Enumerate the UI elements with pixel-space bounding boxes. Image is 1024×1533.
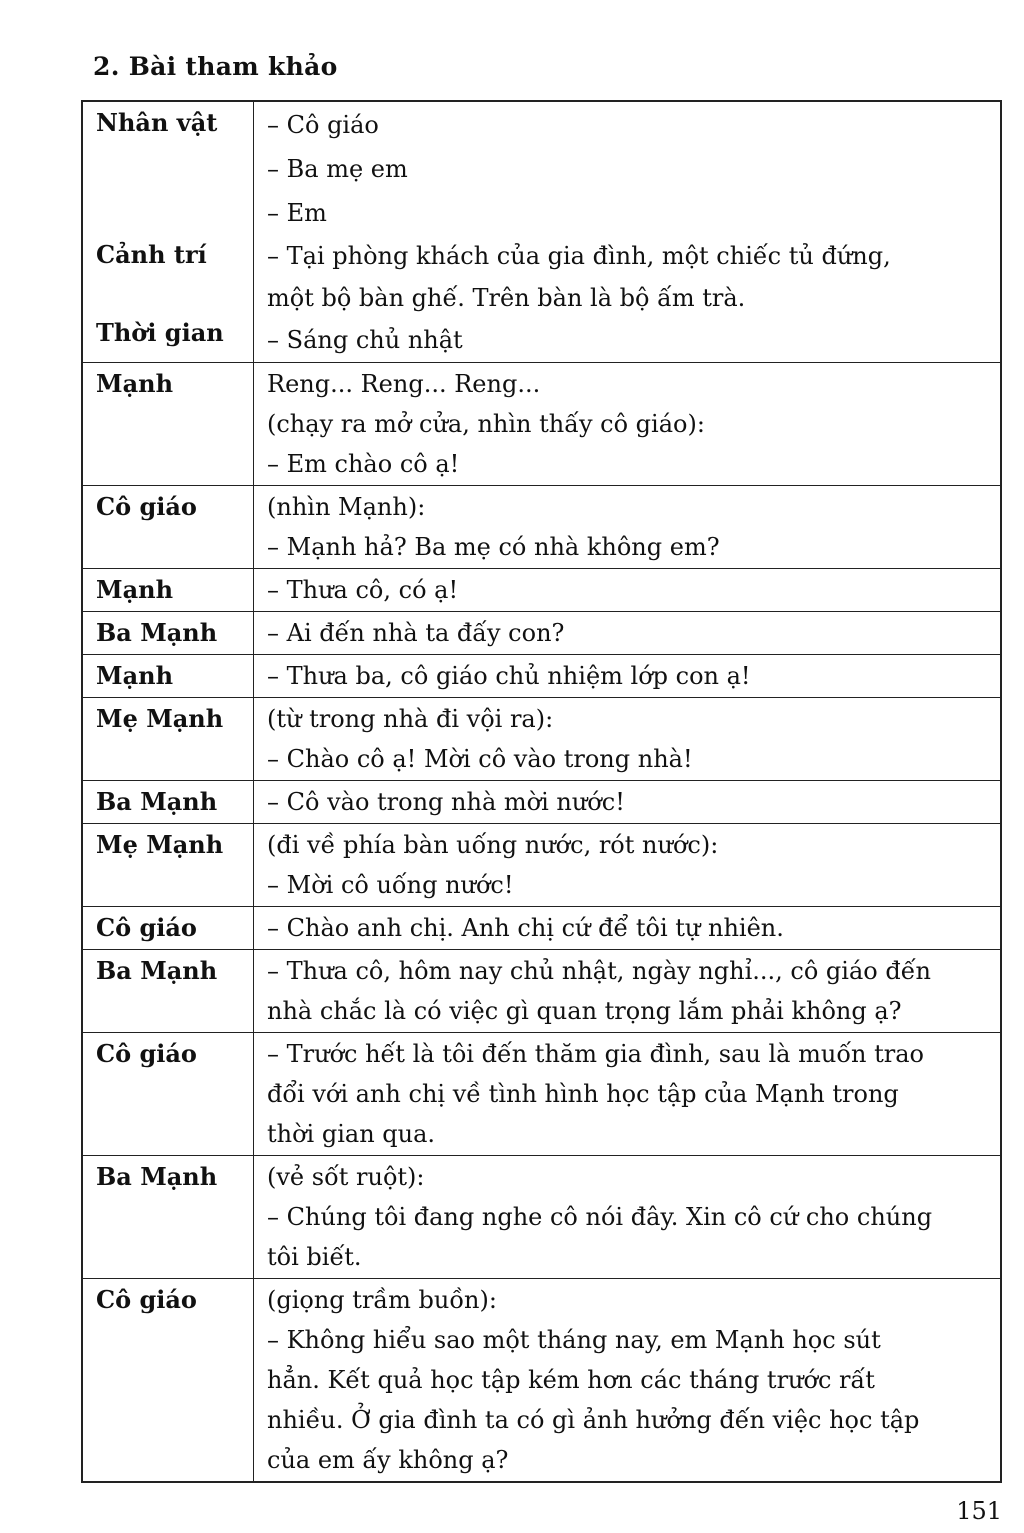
section-title: 2. Bài tham khảo: [93, 52, 338, 81]
dialogue-cell: [254, 824, 1002, 907]
dialogue-cell: [254, 781, 1002, 824]
speaker-name: Cô giáo: [82, 1033, 254, 1156]
dialogue-row: [82, 1033, 1001, 1156]
dialogue-row: [82, 781, 1001, 824]
character-line: – Ba mẹ em: [267, 155, 408, 183]
time-line: – Sáng chủ nhật: [267, 326, 463, 354]
dialogue-line: – Chào cô ạ! Mời cô vào trong nhà!: [267, 745, 693, 773]
dialogue-line: – Trước hết là tôi đến thăm gia đình, sau là muốn trao: [267, 1040, 924, 1068]
dialogue-row: [82, 655, 1001, 698]
dialogue-line: – Thưa cô, hôm nay chủ nhật, ngày nghỉ..., cô giáo đến: [267, 957, 931, 985]
dialogue-row: [82, 569, 1001, 612]
speaker-name: Cô giáo: [82, 1279, 254, 1483]
dialogue-row: [82, 486, 1001, 569]
dialogue-row: [82, 907, 1001, 950]
dialogue-line: (nhìn Mạnh):: [267, 493, 426, 521]
setting-line: một bộ bàn ghế. Trên bàn là bộ ấm trà.: [267, 284, 746, 312]
dialogue-cell: [254, 655, 1002, 698]
dialogue-line: – Thưa ba, cô giáo chủ nhiệm lớp con ạ!: [267, 662, 751, 690]
dialogue-line: (chạy ra mở cửa, nhìn thấy cô giáo):: [267, 410, 705, 438]
dialogue-cell: [254, 1279, 1002, 1483]
speaker-name: Cô giáo: [82, 486, 254, 569]
dialogue-line: nhà chắc là có việc gì quan trọng lắm phải không ạ?: [267, 997, 902, 1025]
dialogue-line: (đi về phía bàn uống nước, rót nước):: [267, 831, 719, 859]
dialogue-line: – Chào anh chị. Anh chị cứ để tôi tự nhiên.: [267, 914, 784, 942]
character-line: – Cô giáo: [267, 111, 379, 139]
speaker-name: Mẹ Mạnh: [82, 698, 254, 781]
dialogue-line: – Mạnh hả? Ba mẹ có nhà không em?: [267, 533, 720, 561]
page-number: 151: [956, 1497, 1002, 1525]
dialogue-cell: [254, 363, 1002, 486]
speaker-name: Cô giáo: [82, 907, 254, 950]
dialogue-row: [82, 363, 1001, 486]
dialogue-line: hẳn. Kết quả học tập kém hơn các tháng trước rất: [267, 1366, 875, 1394]
label-time: Thời gian: [96, 318, 224, 347]
dialogue-row: [82, 1156, 1001, 1279]
dialogue-line: nhiều. Ở gia đình ta có gì ảnh hưởng đến việc học tập: [267, 1406, 920, 1434]
speaker-name: Mạnh: [82, 569, 254, 612]
dialogue-line: – Mời cô uống nước!: [267, 871, 514, 899]
dialogue-line: (từ trong nhà đi vội ra):: [267, 705, 554, 733]
intro-labels-cell: [82, 101, 254, 363]
speaker-name: Ba Mạnh: [82, 781, 254, 824]
dialogue-cell: [254, 486, 1002, 569]
dialogue-cell: [254, 907, 1002, 950]
setting-line: – Tại phòng khách của gia đình, một chiếc tủ đứng,: [267, 242, 891, 270]
intro-content-cell: [254, 101, 1002, 363]
intro-row: [82, 101, 1001, 363]
dialogue-line: của em ấy không ạ?: [267, 1446, 509, 1474]
dialogue-cell: [254, 698, 1002, 781]
dialogue-row: [82, 698, 1001, 781]
dialogue-line: – Không hiểu sao một tháng nay, em Mạnh học sút: [267, 1326, 881, 1354]
dialogue-row: [82, 824, 1001, 907]
dialogue-cell: [254, 1156, 1002, 1279]
dialogue-line: – Ai đến nhà ta đấy con?: [267, 619, 565, 647]
speaker-name: Ba Mạnh: [82, 612, 254, 655]
script-table: [81, 100, 1002, 1483]
dialogue-line: – Chúng tôi đang nghe cô nói đây. Xin cô cứ cho chúng: [267, 1203, 933, 1231]
dialogue-row: [82, 612, 1001, 655]
dialogue-row: [82, 1279, 1001, 1483]
speaker-name: Mạnh: [82, 655, 254, 698]
dialogue-cell: [254, 950, 1002, 1033]
label-setting: Cảnh trí: [96, 240, 207, 269]
dialogue-line: (vẻ sốt ruột):: [267, 1163, 425, 1191]
dialogue-line: tôi biết.: [267, 1243, 362, 1271]
dialogue-row: [82, 950, 1001, 1033]
dialogue-line: (giọng trầm buồn):: [267, 1286, 497, 1314]
dialogue-cell: [254, 569, 1002, 612]
character-line: – Em: [267, 199, 327, 227]
label-characters: Nhân vật: [96, 108, 218, 137]
dialogue-line: đổi với anh chị về tình hình học tập của Mạnh trong: [267, 1080, 899, 1108]
dialogue-line: – Cô vào trong nhà mời nước!: [267, 788, 625, 816]
dialogue-line: – Em chào cô ạ!: [267, 450, 460, 478]
speaker-name: Ba Mạnh: [82, 1156, 254, 1279]
dialogue-line: – Thưa cô, có ạ!: [267, 576, 459, 604]
speaker-name: Mạnh: [82, 363, 254, 486]
dialogue-line: Reng... Reng... Reng...: [267, 370, 541, 398]
dialogue-cell: [254, 612, 1002, 655]
speaker-name: Mẹ Mạnh: [82, 824, 254, 907]
dialogue-line: thời gian qua.: [267, 1120, 436, 1148]
speaker-name: Ba Mạnh: [82, 950, 254, 1033]
dialogue-cell: [254, 1033, 1002, 1156]
